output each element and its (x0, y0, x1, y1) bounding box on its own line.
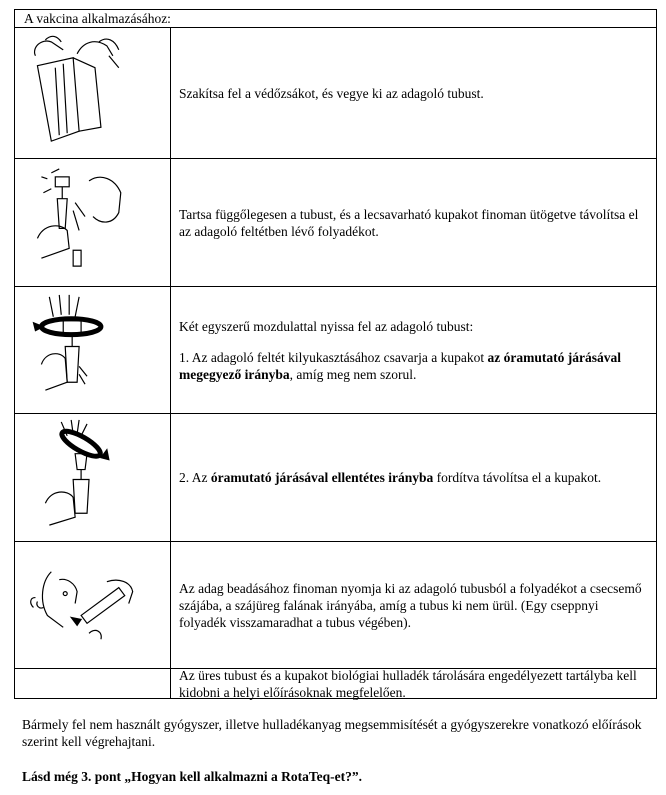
step-3-image-cell (15, 287, 171, 413)
step-5-text (171, 542, 656, 668)
step-1-image-cell (15, 28, 171, 158)
step-5-instruction: Az adag beadásához finoman nyomja ki az adagoló tubusból a folyadékot a csecsemő szájába, a szájüreg falának irányába, amíg a tubus ki nem ürül. (Egy cseppnyi folyadék visszamaradhat a tubus végében). (179, 580, 642, 630)
step-1-text (171, 28, 656, 158)
step-row-2 (15, 159, 656, 287)
step-6-instruction: Az üres tubust és a kupakot biológiai hulladék tárolására engedélyezett tartályba kell kidobni a helyi előírásoknak megfelelően. (179, 667, 637, 700)
disposal-note: Bármely fel nem használt gyógyszer, illetve hulladékanyag megsemmisítését a gyógyszerekre vonatkozó előírások szerint kell végrehajtani. (22, 717, 642, 749)
tearing-pouch-illustration (15, 28, 170, 158)
step-6-text (171, 669, 656, 698)
step-4-text-a: 2. Az (179, 470, 211, 485)
step-3-text (171, 287, 656, 413)
step-3-text-bold: az óramutató járásával megegyező irányba (179, 349, 621, 382)
step-row-1 (15, 28, 656, 159)
step-2-instruction: Tartsa függőlegesen a tubust, és a lecsavarható kupakot finoman ütögetve távolítsa el az adagoló feltétben lévő folyadékot. (179, 206, 639, 239)
step-5-image-cell (15, 542, 171, 668)
see-also-reference: Lásd még 3. pont „Hogyan kell alkalmazni a RotaTeq-et?”. (22, 769, 363, 784)
twist-cap-counterclockwise-illustration (15, 414, 170, 541)
step-row-6 (15, 669, 656, 698)
tapping-tube-illustration (15, 159, 170, 286)
step-row-3 (15, 287, 656, 414)
administer-to-infant-illustration (15, 542, 170, 668)
step-6-image-cell (15, 669, 171, 698)
step-4-text-c: fordítva távolítsa el a kupakot. (433, 470, 602, 485)
step-4-text (171, 414, 656, 541)
step-4-image-cell (15, 414, 171, 541)
step-3-instruction (179, 349, 646, 383)
step-2-image-cell (15, 159, 171, 286)
step-row-5 (15, 542, 656, 669)
step-4-text-bold: óramutató járásával ellentétes irányba (210, 470, 434, 485)
step-row-4 (15, 414, 656, 542)
instructions-table (14, 9, 657, 699)
twist-cap-clockwise-illustration (15, 287, 170, 413)
step-2-text (171, 159, 656, 286)
table-header: A vakcina alkalmazásához: (15, 10, 656, 28)
step-4-instruction (179, 469, 646, 486)
step-3-text-a: 1. Az adagoló feltét kilyukasztásához csavarja a kupakot (179, 349, 488, 365)
step-3-text-c: , amíg meg nem szorul. (289, 366, 417, 382)
step-3-intro: Két egyszerű mozdulattal nyissa fel az adagoló tubust: (179, 318, 474, 334)
step-1-instruction: Szakítsa fel a védőzsákot, és vegye ki az adagoló tubust. (179, 85, 484, 101)
